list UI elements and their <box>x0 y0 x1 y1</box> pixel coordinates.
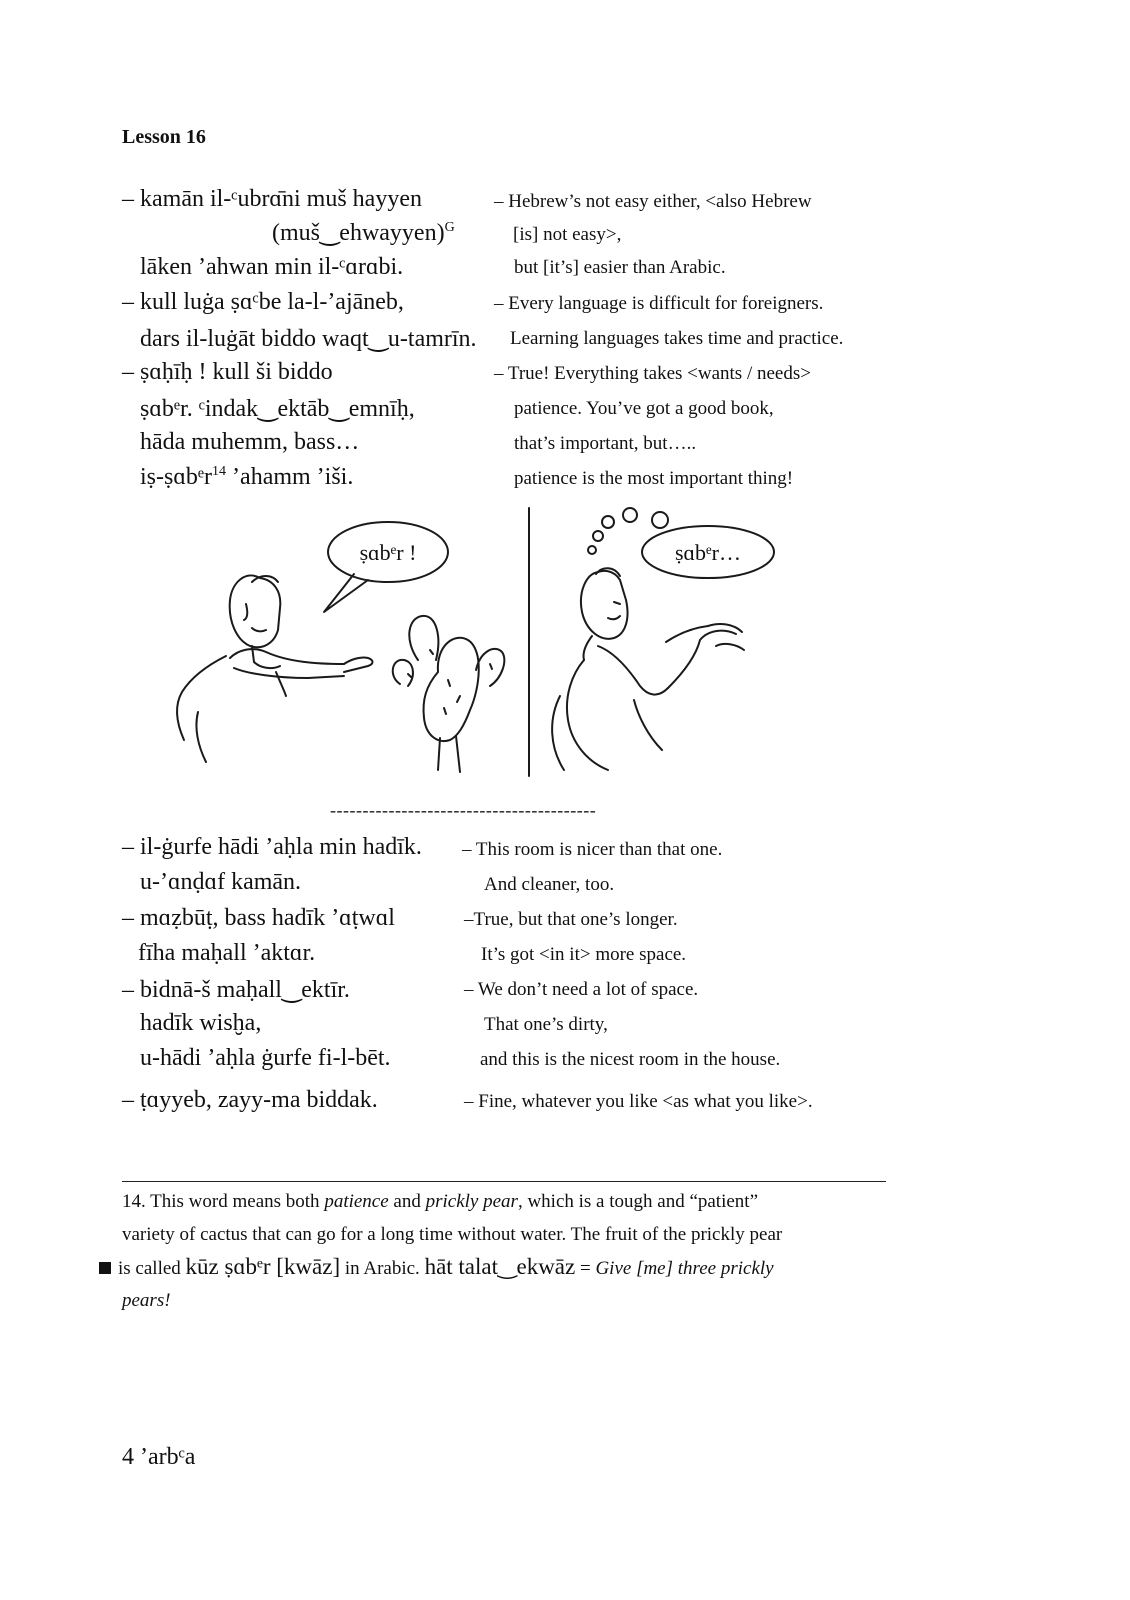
footnote-rule <box>122 1181 886 1182</box>
footnote-text: = <box>575 1258 596 1279</box>
square-bullet-icon <box>99 1262 111 1274</box>
left-bubble-text: ṣɑbᵉr ! <box>359 540 417 565</box>
english-line-15: That one’s dirty, <box>484 1014 608 1035</box>
arabic-line-10: – il-ġurfe hādi ’aḥla min hadīk. <box>122 834 422 860</box>
man-thinking-figure <box>552 568 744 770</box>
arabic-line-3: lāken ’ahwan min il-ᶜɑrɑbi. <box>140 254 404 280</box>
footnote-text: and <box>388 1191 426 1212</box>
english-line-16: and this is the nicest room in the house. <box>480 1049 781 1070</box>
arabic-line-9 <box>140 464 353 491</box>
english-line-5: Learning languages takes time and practice. <box>510 328 844 349</box>
left-speech-bubble <box>324 522 448 612</box>
footnote-italic-translation-end: pears! <box>122 1290 171 1311</box>
english-line-9: patience is the most important thing! <box>514 468 794 489</box>
right-bubble-text: ṣɑbᵉr… <box>674 540 742 565</box>
english-line-7: patience. You’ve got a good book, <box>514 398 774 419</box>
english-line-1: – Hebrew’s not easy either, <also Hebrew <box>494 191 812 212</box>
man-pointing-figure <box>177 575 373 762</box>
arabic-line-9-rest: ’ahamm ’iši. <box>226 464 354 490</box>
footnote-line-4 <box>122 1290 171 1312</box>
arabic-line-15: hadīk wisḫa, <box>140 1010 262 1036</box>
arabic-line-2-text: (muš‿ehwayyen) <box>272 220 445 246</box>
footnote-line-2: variety of cactus that can go for a long time without water. The fruit of the prickly pear <box>122 1224 783 1245</box>
english-line-10: – This room is nicer than that one. <box>462 839 723 860</box>
footnote-italic-prickly-pear: prickly pear <box>425 1191 518 1212</box>
footnote-arabic-phrase: hāt talat‿ekwāz <box>424 1254 576 1279</box>
footnote-arabic-term: kūz ṣɑbᵉr [kwāz] <box>185 1254 341 1279</box>
english-line-17: – Fine, whatever you like <as what you like>. <box>464 1091 813 1112</box>
footnote-line-1 <box>122 1191 758 1213</box>
english-line-13: It’s got <in it> more space. <box>481 944 687 965</box>
footnote-marker-14: 14 <box>212 464 227 479</box>
arabic-line-13: fīha maḥall ’aktɑr. <box>138 940 316 966</box>
arabic-line-5: dars il-luġāt biddo waqt‿u-tamrīn. <box>140 326 477 352</box>
arabic-line-1: – kamān il-ᶜubrɑ̄ni muš hayyen <box>122 186 422 212</box>
english-line-8: that’s important, but….. <box>514 433 697 454</box>
footnote-text: , which is a tough and “patient” <box>517 1191 759 1212</box>
section-separator: ----------------------------------------- <box>330 800 597 820</box>
arabic-line-8: hāda muhemm, bass… <box>140 429 360 455</box>
arabic-line-9-word: iṣ-ṣɑbᵉr <box>140 464 213 490</box>
arabic-line-12: – mɑẓbūṭ, bass hadīk ’ɑṭwɑl <box>122 905 395 931</box>
cartoon-illustration <box>168 500 788 785</box>
arabic-line-16: u-hādi ’aḥla ġurfe fi-l-bēt. <box>140 1045 391 1071</box>
footnote-text: is called <box>118 1258 186 1279</box>
english-line-4: – Every language is difficult for foreigners. <box>494 293 824 314</box>
english-line-3: but [it’s] easier than Arabic. <box>514 257 726 278</box>
footnote-italic-translation: Give [me] three prickly <box>595 1258 774 1279</box>
footnote-text: in Arabic. <box>340 1258 425 1279</box>
english-line-14: – We don’t need a lot of space. <box>464 979 699 1000</box>
arabic-line-17: – ṭɑyyeb, zayy-ma biddak. <box>122 1087 378 1113</box>
arabic-line-2 <box>272 218 455 247</box>
english-line-6: – True! Everything takes <wants / needs> <box>494 363 811 384</box>
arabic-line-7: ṣɑbᵉr. ᶜindak‿ektāb‿emnīḥ, <box>140 396 415 422</box>
cactus-icon <box>393 616 505 772</box>
english-line-11: And cleaner, too. <box>484 874 615 895</box>
lesson-heading: Lesson 16 <box>122 126 206 148</box>
english-line-12: –True, but that one’s longer. <box>464 909 678 930</box>
footnote-text: 14. This word means both <box>122 1191 325 1212</box>
arabic-line-6: – ṣɑḥīḥ ! kull ši biddo <box>122 359 333 385</box>
page-number: 4 ’arbᶜa <box>122 1444 196 1470</box>
arabic-line-11: u-’ɑnḍɑf kamān. <box>140 869 302 895</box>
footnote-line-3 <box>118 1254 774 1280</box>
arabic-line-4: – kull luġa ṣɑᶜbe la-l-’ajāneb, <box>122 289 404 315</box>
grammar-note-marker: G <box>444 220 455 235</box>
footnote-italic-patience: patience <box>324 1191 389 1212</box>
english-line-2: [is] not easy>, <box>513 224 622 245</box>
arabic-line-14: – bidnā-š maḥall‿ektīr. <box>122 977 350 1003</box>
